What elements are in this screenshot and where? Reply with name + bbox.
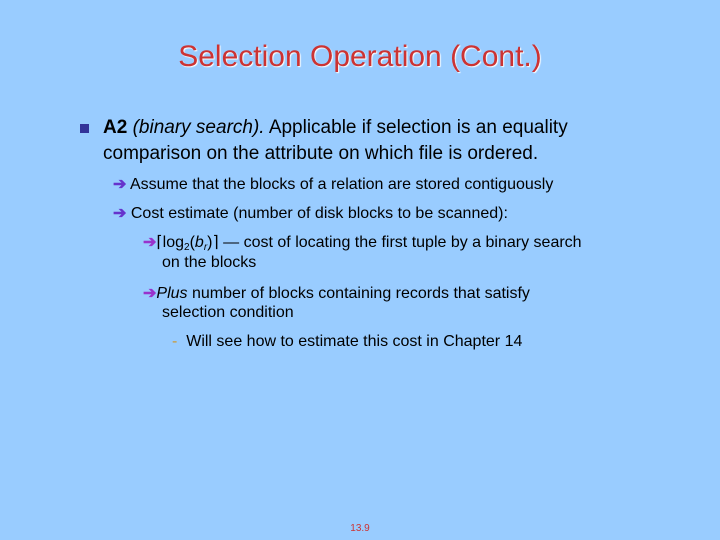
main-point	[103, 117, 568, 139]
sub-text: — cost of locating the first tuple by a binary search	[223, 234, 582, 251]
list-item	[143, 283, 530, 303]
arrow-right-icon: ➔	[143, 285, 157, 302]
arrow-bullet-icon: ➔	[113, 205, 127, 222]
dash-text: Will see how to estimate this cost in Chapter 14	[186, 333, 523, 350]
square-bullet-icon	[80, 124, 89, 133]
arrow-bullet-icon: ➔	[113, 176, 127, 193]
a2-desc-cont: comparison on the attribute on which file is ordered.	[103, 143, 539, 164]
a2-desc: Applicable if selection is an equality	[268, 117, 568, 138]
arrow-right-icon: ➔	[143, 234, 157, 251]
sub-text-cont: selection condition	[162, 304, 294, 321]
page-number: 13.9	[350, 523, 370, 534]
plus-label: Plus	[156, 285, 188, 302]
sub-text-cont: on the blocks	[162, 254, 257, 271]
list-item	[172, 333, 522, 351]
dash-icon: -	[172, 333, 178, 350]
bullet-text: Cost estimate (number of disk blocks to be scanned):	[130, 205, 508, 222]
page-title: Selection Operation (Cont.)	[178, 40, 542, 73]
bullet-text: Assume that the blocks of a relation are stored contiguously	[129, 176, 554, 193]
a2-method: (binary search).	[132, 117, 265, 138]
a2-label: A2	[103, 117, 128, 138]
list-item	[113, 203, 508, 223]
list-item	[113, 174, 553, 194]
list-item: $➔⌈\log_2(b_r)⌉$ — cost of locating the first tuple by a binary search	[143, 234, 582, 253]
sub-text: number of blocks containing records that satisfy	[191, 285, 530, 302]
